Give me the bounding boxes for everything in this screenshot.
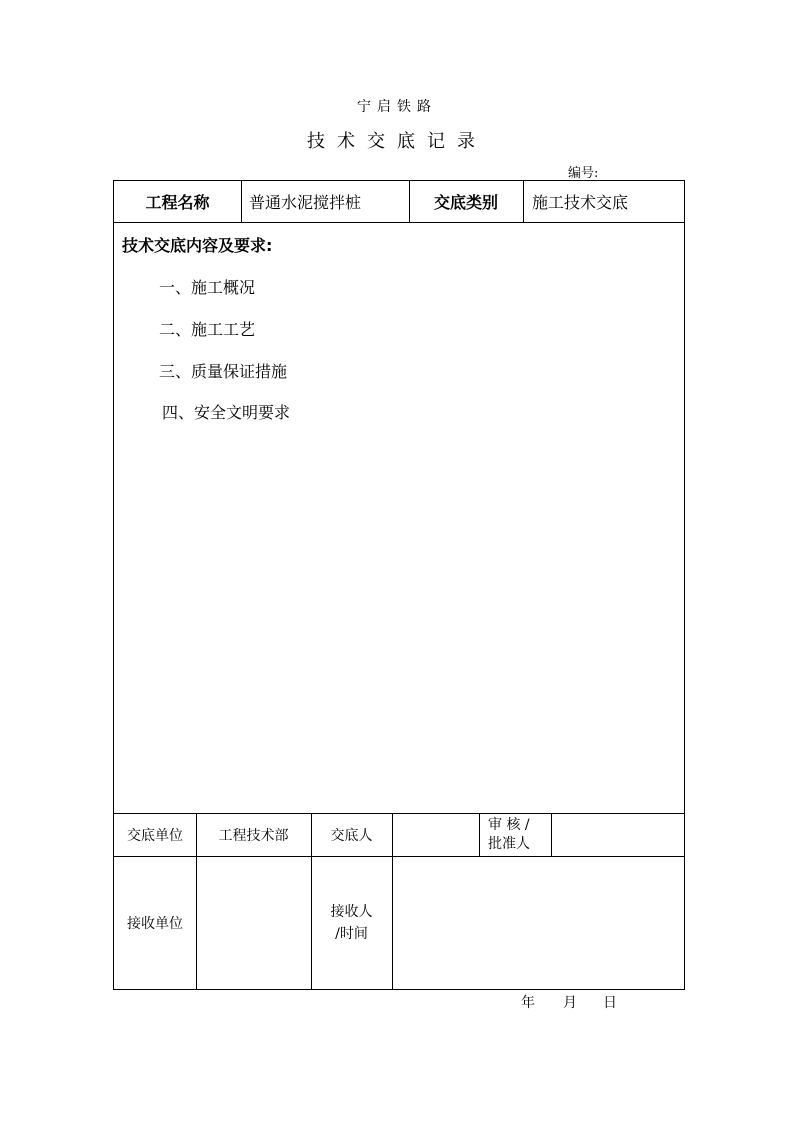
receiver-value[interactable]: [392, 856, 684, 989]
receiving-unit-label: 接收单位: [127, 915, 183, 932]
disclosure-category-label: 交底类别: [433, 193, 498, 212]
reviewer-label-line1: 审 核 /: [488, 816, 530, 833]
disclosure-category-value: 施工技术交底: [532, 193, 629, 212]
project-name-label: 工程名称: [145, 193, 210, 212]
content-item: 四、安全文明要求: [162, 403, 291, 422]
receiver-label: [311, 856, 392, 989]
project-name-value: 普通水泥搅拌桩: [249, 193, 362, 212]
receiver-label-line1: 接收人: [330, 903, 373, 920]
reviewer-label: [479, 813, 551, 856]
serial-number-label: 编号:: [568, 166, 599, 181]
discloser-value[interactable]: [392, 813, 479, 856]
disclosure-unit-value: 工程技术部: [218, 827, 289, 844]
content-heading: 技术交底内容及要求:: [122, 236, 273, 255]
receiving-unit-value[interactable]: [196, 856, 311, 989]
content-item: 一、施工概况: [159, 278, 256, 297]
date-year-label: 年: [521, 995, 535, 1011]
content-item: 二、施工工艺: [159, 320, 256, 339]
disclosure-unit-label: 交底单位: [127, 827, 183, 844]
receiver-label-line2: /时间: [335, 925, 368, 942]
content-item: 三、质量保证措施: [159, 362, 288, 381]
column-divider: [523, 181, 524, 222]
discloser-label: 交底人: [330, 827, 373, 844]
disclosure-record-table: [113, 180, 685, 990]
column-divider: [241, 181, 242, 222]
row-divider: [114, 222, 684, 223]
date-month-label: 月: [563, 995, 577, 1011]
date-day-label: 日: [603, 995, 617, 1011]
document-title: 技术交底记录: [307, 131, 487, 152]
reviewer-label-line2: 批准人: [488, 835, 530, 852]
reviewer-value[interactable]: [551, 813, 684, 856]
organization-name: 宁启铁路: [357, 99, 437, 115]
